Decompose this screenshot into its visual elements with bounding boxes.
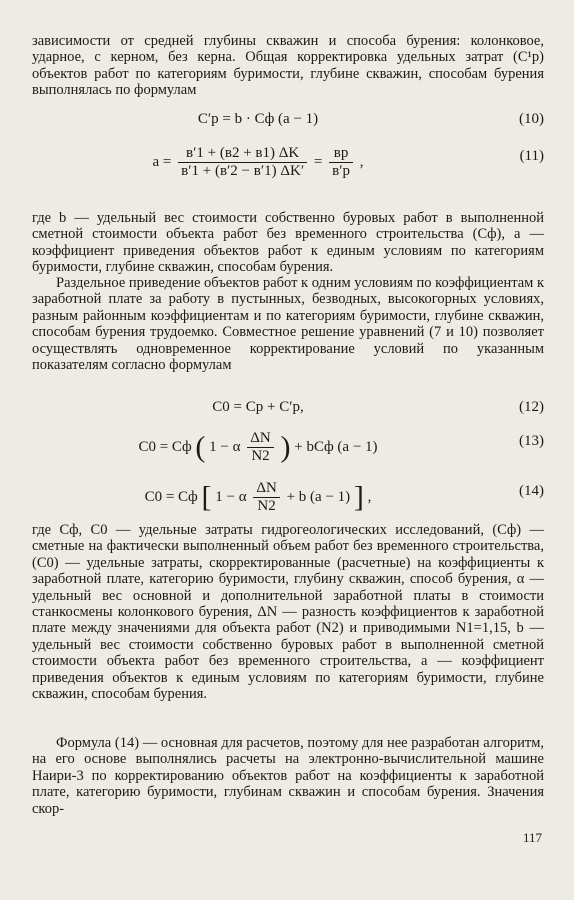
- formula-12-expression: C0 = Cр + C′р,: [212, 399, 304, 415]
- page-number: 117: [522, 830, 542, 845]
- formula-14-suffix: + b (a − 1): [286, 488, 351, 505]
- formula-14-comma: ,: [367, 488, 372, 505]
- formula-11-fraction: [178, 145, 307, 180]
- formula-14-numerator: ΔN: [253, 480, 279, 498]
- formula-11-fraction-2: [329, 145, 353, 180]
- formula-11-lhs: a =: [152, 153, 172, 170]
- paragraph-definitions-2: где Cф, C0 — удельные затраты гидрогеологических исследований, (Cф) — сметные на фактически выполненный объем работ без временного строительства, (C0) — удельные затраты, скорректированные (расчетные) на коэффициенты к заработной плате, категорию буримости, глубину скважин, способ бурения, α — удельный вес основной и дополнительной заработной платы в стоимости станкосмены колонкового бурения, ΔN — разность коэффициентов к заработной плате между значениями для объекта работ (N2) и приводимыми N1=1,15, b — удельный вес стоимости собственно буровых работ в выполненной сметной стоимости объекта работ без временного строительства, a — коэффициент приведения объектов к единым условиям по категориям буримости, глубине скважин, способам бурения.: [32, 522, 544, 703]
- paragraph-intro: зависимости от средней глубины скважин и способа бурения: колонковое, ударное, с керном, без керна. Общая корректировка удельных затрат (C¹р) объектов работ по категориям буримости, глубине скважин, способам бурения выполнялась по формулам: [32, 33, 544, 99]
- formula-12-number: (12): [519, 399, 544, 415]
- formula-14-fraction: [253, 480, 279, 515]
- formula-13-open-paren: (: [195, 430, 206, 464]
- formula-10-number: (10): [519, 111, 544, 127]
- formula-13-number: (13): [519, 433, 544, 449]
- formula-11-numerator-2: вр: [329, 145, 353, 163]
- formula-13-fraction: [247, 430, 273, 465]
- paragraph-method: Раздельное приведение объектов работ к одним условиям по коэффициентам к заработной плате за работу в пустынных, безводных, высокогорных условиях, разным районным коэффициентам и по категориям буримости, глубине скважин, способам бурения трудоемко. Совместное решение уравнений (7 и 10) позволяет осуществлять одновременное корректирование условий по указанным показателям согласно формулам: [32, 275, 544, 374]
- formula-13: [32, 430, 544, 464]
- formula-14: [32, 480, 544, 514]
- formula-12: [32, 396, 544, 418]
- formula-14-inner: 1 − α: [215, 488, 247, 505]
- formula-14-prefix: C0 = Cф: [144, 488, 198, 505]
- formula-13-prefix: C0 = Cф: [138, 438, 192, 455]
- formula-10-expression: C′р = b · Cф (a − 1): [197, 111, 319, 127]
- formula-11-expression: [32, 145, 484, 180]
- formula-13-close-paren: ): [280, 430, 291, 464]
- formula-14-denominator: N2: [257, 498, 276, 514]
- formula-11-denominator: в′1 + (в′2 − в′1) ΔK′: [181, 163, 305, 179]
- formula-11-denominator-2: в′р: [332, 163, 350, 179]
- formula-10: [32, 108, 544, 130]
- formula-11-numerator: в′1 + (в2 + в1) ΔK: [178, 145, 307, 163]
- formula-13-denominator: N2: [251, 448, 270, 464]
- formula-13-suffix: + bCф (a − 1): [294, 438, 378, 455]
- formula-14-open-bracket: [: [201, 480, 212, 514]
- paragraph-algorithm: Формула (14) — основная для расчетов, поэтому для нее разработан алгоритм, на его основе выполнялись расчеты на электронно-вычислительной машине Наири-3 по корректированию объектов работ на коэффициенты к заработной плате, категорию буримости, глубинам скважин и способам бурения. Значения скор-: [32, 735, 544, 817]
- formula-13-expression: [32, 430, 484, 465]
- formula-13-numerator: ΔN: [247, 430, 273, 448]
- paragraph-definitions-1: где b — удельный вес стоимости собственно буровых работ в выполненной сметной стоимости объекта работ без временного строительства (Cф), a — коэффициент приведения объектов работ к единым условиям по категориям буримости, глубине скважин, способам бурения.: [32, 210, 544, 276]
- formula-11-comma: ,: [359, 153, 364, 170]
- formula-14-number: (14): [519, 483, 544, 499]
- formula-11-number: (11): [519, 148, 544, 164]
- formula-13-inner: 1 − α: [209, 438, 241, 455]
- formula-14-expression: [32, 480, 484, 515]
- formula-11-equals: =: [313, 153, 323, 170]
- formula-14-close-bracket: ]: [353, 480, 364, 514]
